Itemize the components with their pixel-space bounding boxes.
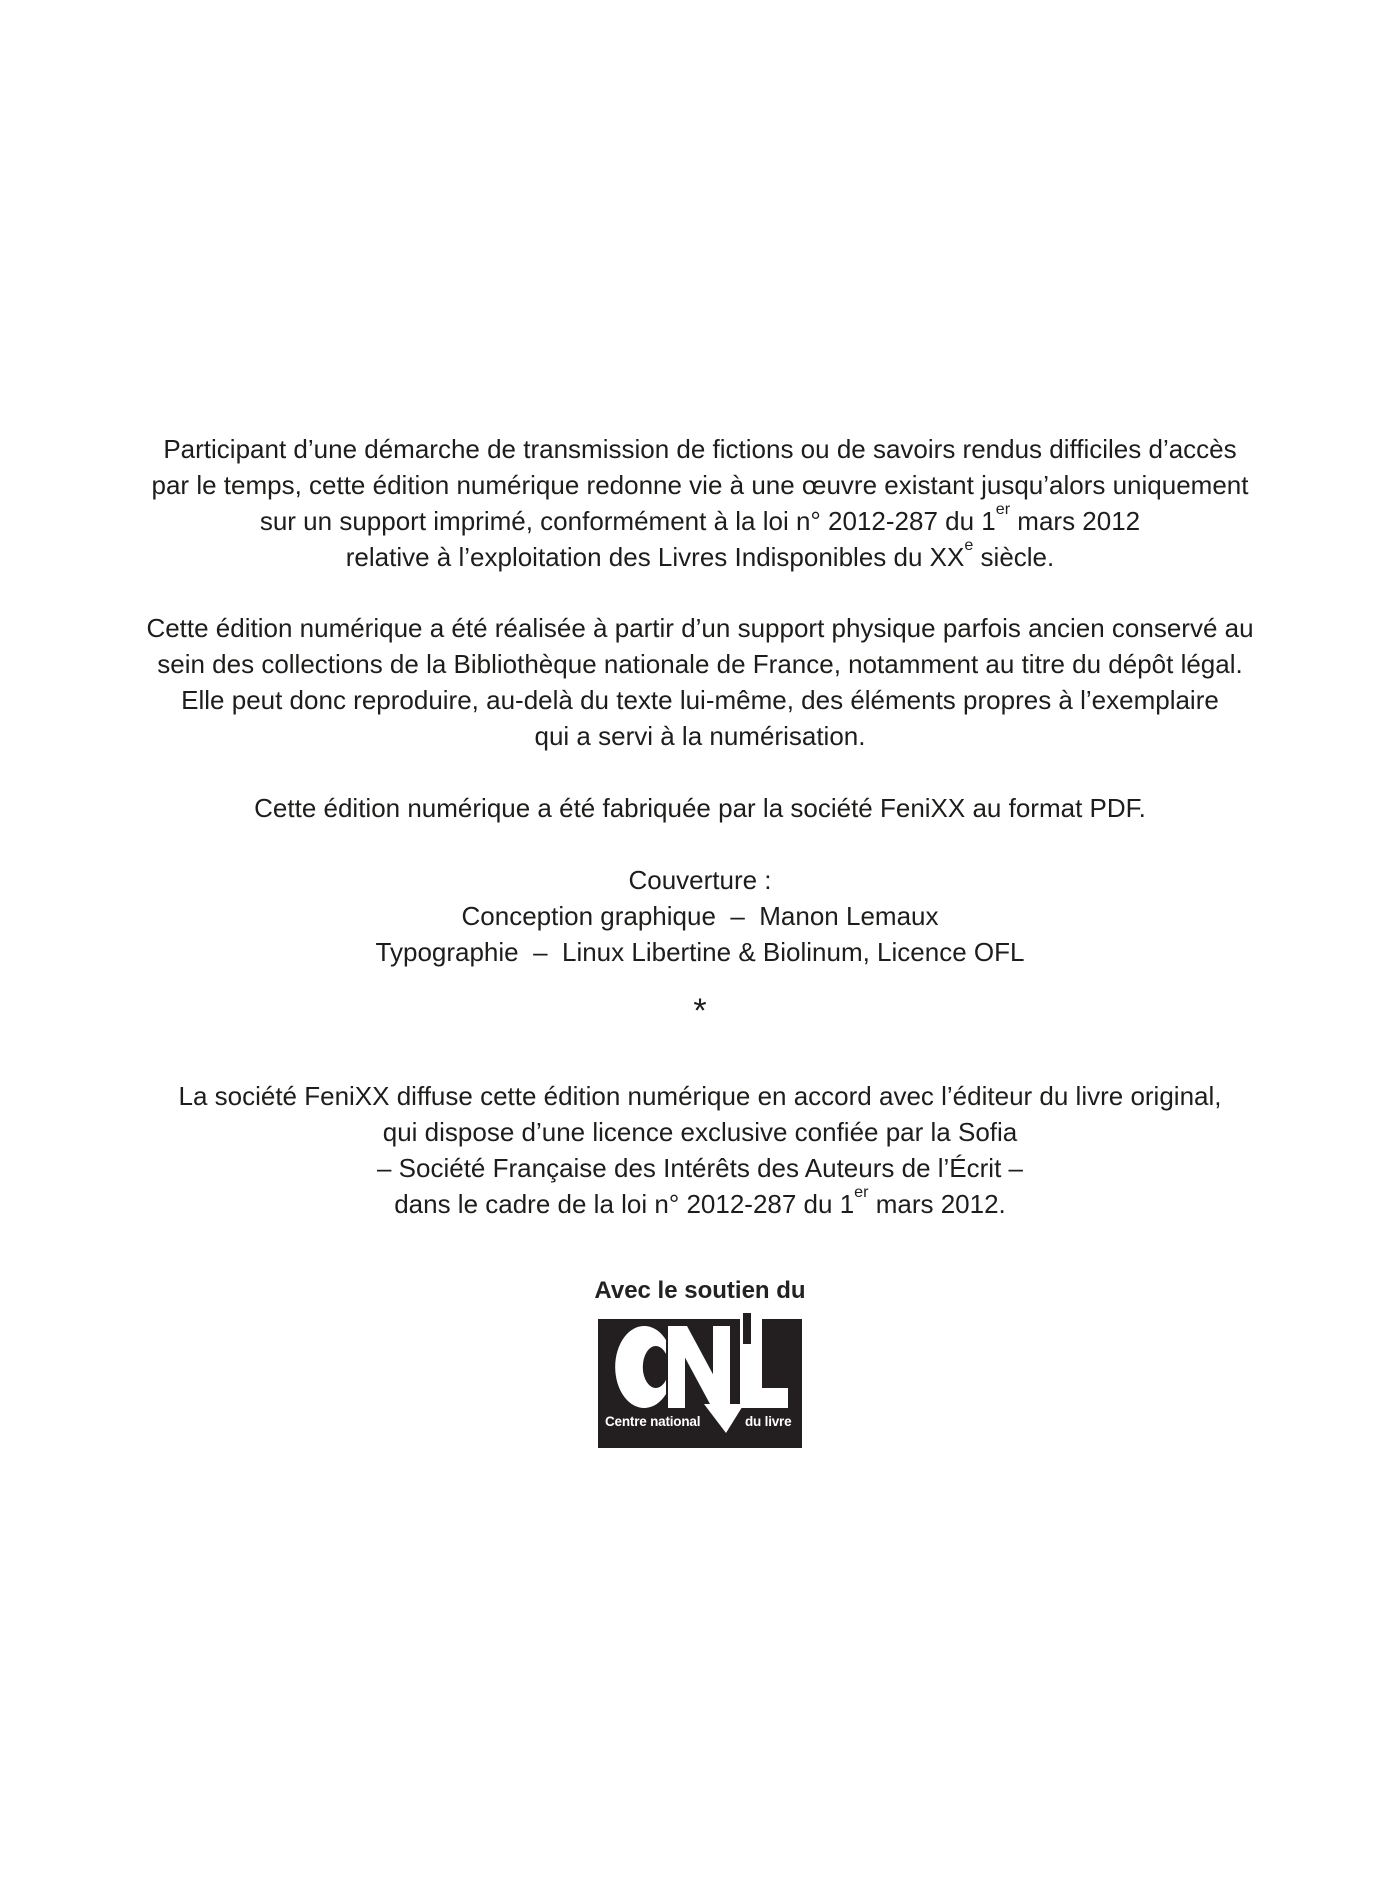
text-line: Typographie – Linux Libertine & Biolinum, Licence OFL (375, 937, 1025, 967)
text-line: La société FeniXX diffuse cette édition numérique en accord avec l’éditeur du livre original, (178, 1081, 1222, 1111)
asterisk-separator: * (693, 992, 707, 1030)
cnl-caption-right: du livre (745, 1414, 792, 1429)
text-line: Cette édition numérique a été réalisée à partir d’un support physique parfois ancien conservé au (146, 613, 1254, 643)
cover-credits-block (0, 862, 1400, 970)
cnl-letter-l-foot (740, 1388, 788, 1408)
text-line: – Société Française des Intérêts des Auteurs de l’Écrit – (376, 1153, 1023, 1183)
cnl-letter-n-right (713, 1326, 730, 1408)
cnl-logo-graphic (598, 1312, 802, 1452)
text-line: relative à l’exploitation des Livres Indisponibles du XXe siècle. (345, 536, 1055, 572)
cnl-logo (598, 1312, 802, 1452)
text-line: Couverture : (628, 865, 772, 895)
text-line: dans le cadre de la loi n° 2012-287 du 1er mars 2012. (394, 1183, 1006, 1219)
text-line: qui a servi à la numérisation. (534, 721, 866, 751)
text-line: Elle peut donc reproduire, au-delà du texte lui-même, des éléments propres à l’exemplaire (181, 685, 1219, 715)
text-line: qui dispose d’une licence exclusive confiée par la Sofia (382, 1117, 1018, 1147)
legal-paragraph-fenixx-pdf (0, 790, 1400, 826)
text-line: sur un support imprimé, conformément à la loi n° 2012-287 du 1er mars 2012 (259, 500, 1141, 536)
support-caption: Avec le soutien du (594, 1277, 806, 1304)
text-line: Cette édition numérique a été fabriquée par la société FeniXX au format PDF. (254, 793, 1146, 823)
cnl-caption-left: Centre national (605, 1414, 701, 1429)
legal-paragraph-diffusion (0, 1078, 1400, 1222)
text-line: Conception graphique – Manon Lemaux (461, 901, 939, 931)
text-line: Participant d’une démarche de transmission de fictions ou de savoirs rendus difficiles d’accès (163, 434, 1237, 464)
cnl-letter-l-ascender (743, 1313, 751, 1344)
legal-paragraph-bnf (0, 610, 1400, 754)
legal-paragraph-transmission (0, 431, 1400, 575)
text-line: sein des collections de la Bibliothèque nationale de France, notamment au titre du dépôt légal. (157, 649, 1243, 679)
text-line: par le temps, cette édition numérique redonne vie à une œuvre existant jusqu’alors uniquement (151, 470, 1249, 500)
